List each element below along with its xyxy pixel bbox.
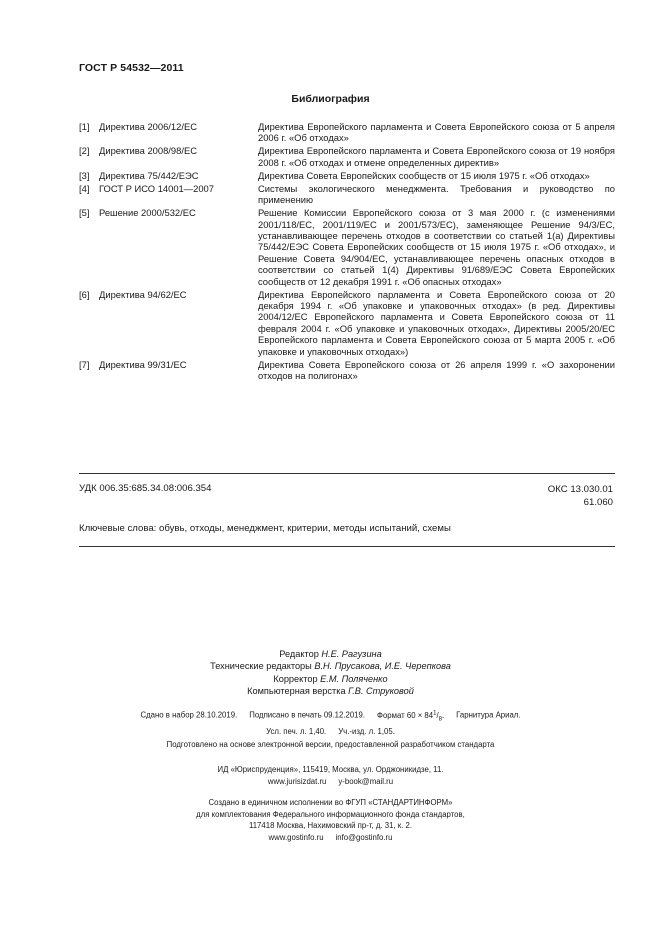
- entry-description: Директива Европейского парламента и Совета Европейского союза от 20 декабря 1994 г. «Об упаковке и упаковочных отходах» (в ред. Директивы 2004/12/ЕС Европейского парламента и Совета Европейского союза от 11 февраля 2004 г. «Об упаковке и упаковочных отходах», Директивы 2005/20/ЕС Европейского парламента и Совета Европейского союза от 5 марта 2005 г. «Об упаковке и упаковочных отходах»): [258, 288, 615, 357]
- tech-editors-label: Технические редакторы: [210, 661, 312, 672]
- entry-reference: Директива 2008/98/ЕС: [99, 145, 197, 157]
- oks-code: [548, 483, 613, 509]
- keywords: Ключевые слова: обувь, отходы, менеджмент, критерии, методы испытаний, схемы: [79, 523, 451, 534]
- entry-number: [4]: [79, 182, 90, 194]
- entry-description: Решение Комиссии Европейского союза от 3 мая 2000 г. (с изменениями 2001/118/ЕС, 2001/119/ЕС и 2001/573/ЕС), заменяющее Решение 94/3/ЕС, устанавливающее перечень отходов в соответствии со статьей 1(а) Директивы 75/442/ЕЭС Совета Европейских сообществ от 15 июля 1975 г. «Об отходах», и Решение Совета 94/904/ЕС, устанавливающее перечень опасных отходов в соответствии со статьей 1(4) Директивы 91/689/ЕЭС Совета Европейских сообществ от 12 декабря 1991 г. «Об опасных отходах»: [258, 207, 615, 287]
- entry-description: Директива Европейского парламента и Совета Европейского союза от 5 апреля 2006 г. «Об отходах»: [258, 121, 615, 144]
- divider-bottom: [79, 546, 615, 547]
- imprint-line2: [0, 726, 661, 738]
- publisher-site: www.jurisizdat.ru: [267, 776, 327, 786]
- entry-description: Директива Совета Европейских сообществ от 15 июля 1975 г. «Об отходах»: [258, 169, 590, 181]
- entry-reference: ГОСТ Р ИСО 14001—2007: [99, 182, 214, 194]
- bibliography-list: [79, 121, 615, 383]
- producer-email: info@gostinfo.ru: [335, 832, 393, 842]
- publisher-contacts: [0, 776, 661, 788]
- layout-name: Г.В. Струковой: [348, 685, 414, 696]
- entry-number: [1]: [79, 121, 90, 132]
- format: Формат $60 \times 84^1/_8$.: [377, 710, 445, 723]
- entry-number: [6]: [79, 288, 90, 300]
- bibliography-title: Библиография: [291, 93, 370, 105]
- udk-code: УДК 006.35:685.34.08:006.354: [79, 483, 212, 494]
- producer-contacts: [0, 832, 661, 844]
- corrector-name: Е.М. Поляченко: [320, 673, 388, 684]
- standard-number: ГОСТ Р 54532—2011: [79, 62, 184, 74]
- bibliography-entry: [79, 183, 615, 206]
- bibliography-entry: [79, 145, 615, 168]
- tech-editors-names: В.Н. Прусакова, И.Е. Черепкова: [314, 661, 451, 672]
- entry-reference: Директива 94/62/ЕС: [99, 288, 187, 300]
- imprint-line1: [0, 708, 661, 726]
- producer-line2: для комплектования Федерального информационного фонда стандартов,: [196, 809, 465, 819]
- typeface: Гарнитура Ариал.: [456, 710, 521, 720]
- imprint-block: [0, 708, 661, 737]
- bibliography-entry: [79, 121, 615, 144]
- corrector-line: [0, 673, 661, 685]
- pub-sheets: Уч.-изд. л. 1,05.: [338, 726, 395, 736]
- editor-line: [0, 648, 661, 660]
- submitted-date: Сдано в набор 28.10.2019.: [140, 710, 238, 720]
- editor-label: Редактор: [279, 649, 319, 659]
- oks-code-line1: ОКС 13.030.01: [547, 484, 613, 495]
- entry-number: [2]: [79, 145, 90, 157]
- divider-top: [79, 473, 615, 474]
- entry-reference: Директива 99/31/ЕС: [99, 358, 187, 370]
- bibliography-entry: [79, 207, 615, 287]
- publisher-address: ИД «Юриспруденция», 115419, Москва, ул. Орджоникидзе, 11.: [217, 765, 444, 774]
- entry-number: [5]: [79, 207, 90, 219]
- producer-line3: 117418 Москва, Нахимовский пр-т, д. 31, к. 2.: [248, 821, 413, 831]
- entry-reference: Директива 75/442/ЕЭС: [99, 169, 199, 181]
- publisher-block: [0, 764, 661, 787]
- entry-number: [3]: [79, 169, 90, 181]
- oks-code-line2: 61.060: [583, 497, 613, 508]
- editor-name: Н.Е. Рагузина: [321, 649, 382, 659]
- corrector-label: Корректор: [273, 673, 318, 684]
- layout-label: Компьютерная верстка: [247, 685, 346, 696]
- producer-block: [0, 797, 661, 843]
- entry-description: Директива Совета Европейского союза от 26 апреля 1999 г. «О захоронении отходов на полигонах»: [258, 358, 615, 382]
- producer-line1: Создано в единичном исполнении во ФГУП «СТАНДАРТИНФОРМ»: [208, 798, 453, 807]
- producer-site: www.gostinfo.ru: [268, 832, 324, 842]
- bibliography-entry: [79, 289, 615, 357]
- bibliography-entry: [79, 170, 615, 181]
- signed-date: Подписано в печать 09.12.2019.: [249, 710, 366, 720]
- entry-reference: Директива 2006/12/ЕС: [99, 121, 197, 132]
- publisher-email: y-book@mail.ru: [338, 776, 394, 786]
- entry-description: Системы экологического менеджмента. Требования и руководство по применению: [258, 182, 615, 206]
- print-sheets: Усл. печ. л. 1,40.: [266, 726, 327, 736]
- layout-line: [0, 685, 661, 697]
- entry-reference: Решение 2000/532/ЕС: [99, 207, 196, 219]
- bibliography-entry: [79, 359, 615, 382]
- entry-description: Директива Европейского парламента и Совета Европейского союза от 19 ноября 2008 г. «Об отходах и отмене определенных директив»: [258, 145, 615, 168]
- prepared-note: Подготовлено на основе электронной версии, предоставленной разработчиком стандарта: [166, 740, 495, 749]
- entry-number: [7]: [79, 358, 90, 370]
- tech-editors-line: [0, 660, 661, 672]
- credits-block: [0, 648, 661, 697]
